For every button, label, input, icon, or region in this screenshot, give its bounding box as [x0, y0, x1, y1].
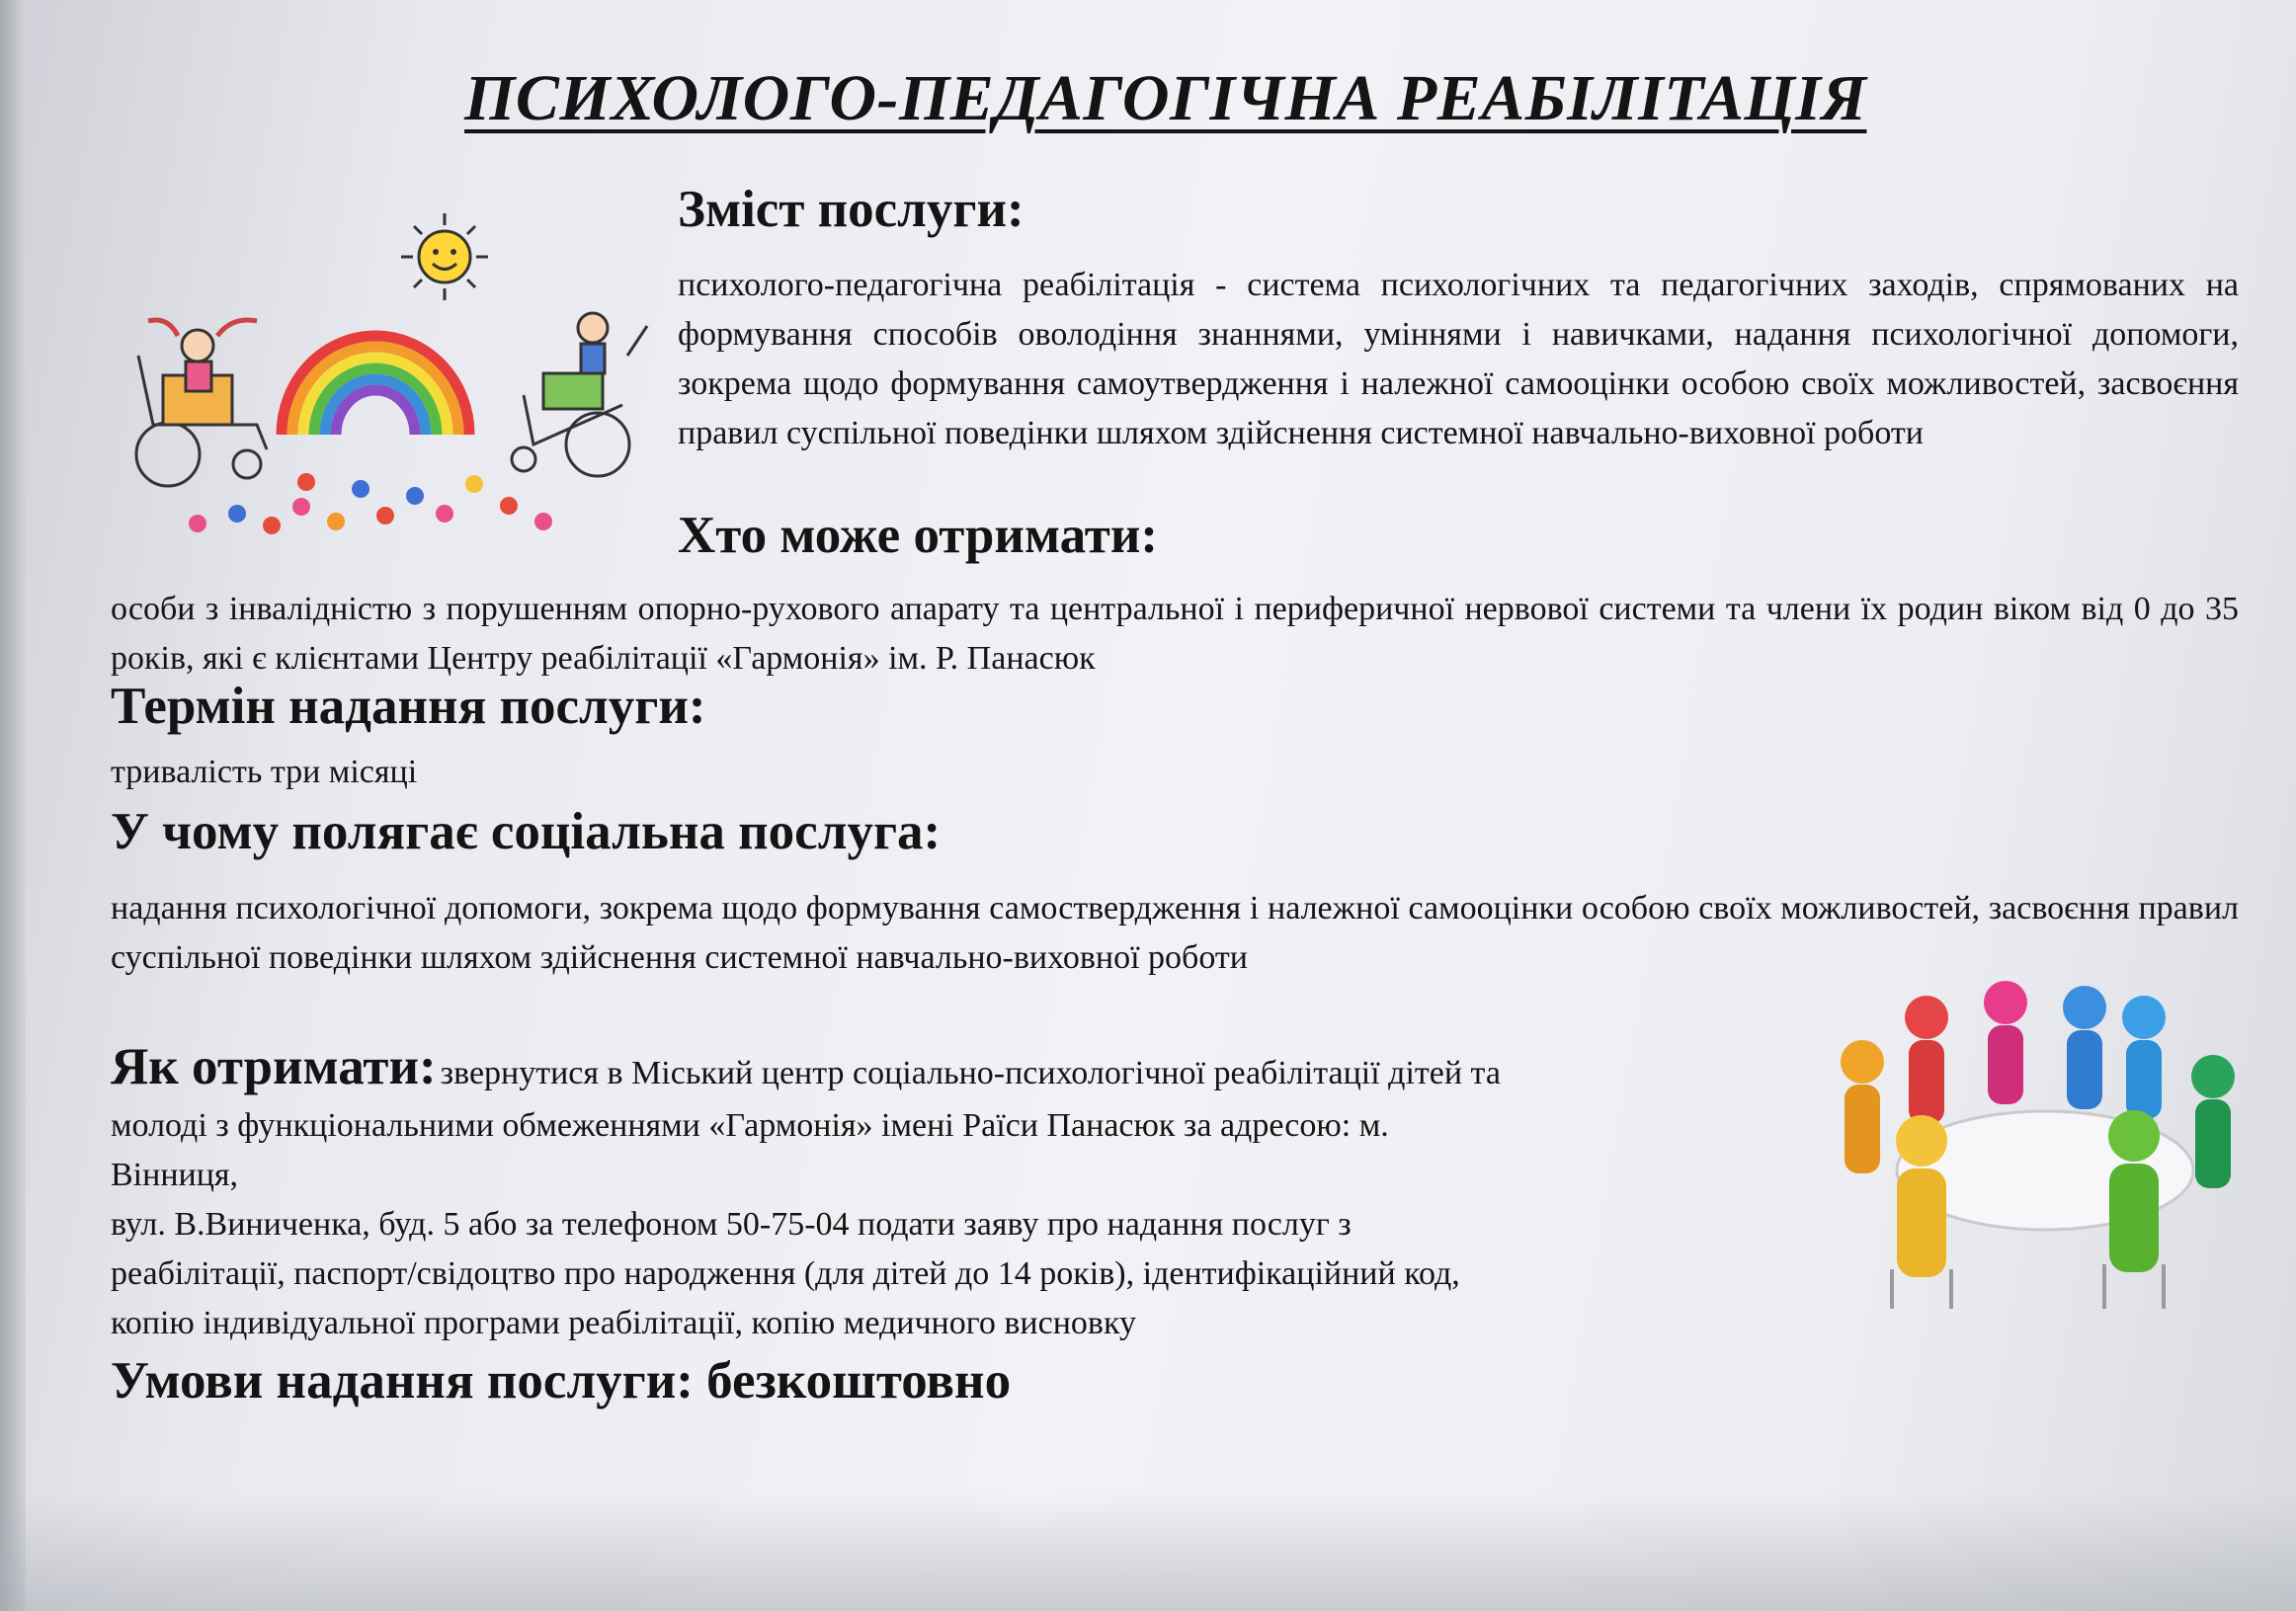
- people-round-table-illustration: [1818, 973, 2253, 1324]
- wheelchair-girl-icon: [136, 320, 267, 486]
- term-text: тривалість три місяці: [111, 754, 418, 790]
- how-line: вул. В.Виниченка, буд. 5 або за телефоном 50-75-04 подати заяву про надання послуг з: [111, 1206, 1352, 1243]
- how-line: молоді з функціональними обмеженнями «Гармонія» імені Раїси Панасюк за адресою: м.: [111, 1107, 1389, 1144]
- wheelchair-boy-icon: [512, 313, 647, 476]
- who-text: особи з інвалідністю з порушенням опорно-рухового апарату та центральної і периферичної нервової системи та члени їх родин віком від 0 до 35 років, які є клієнтами Центру реабілітації «Гармонія» ім. Р. Панасюк: [111, 591, 2239, 677]
- term-heading: Термін надання послуги:: [111, 678, 706, 735]
- how-first-line: [111, 1037, 1849, 1096]
- paper-shadow: [0, 1492, 2296, 1611]
- flowers-icon: [189, 473, 552, 534]
- children-wheelchairs-rainbow-illustration: [109, 207, 662, 543]
- how-inline-text: звернутися в Міський центр соціально-психологічної реабілітації дітей та: [440, 1055, 1501, 1091]
- paper-edge: [0, 0, 26, 1611]
- who-heading: Хто може отримати:: [678, 507, 1159, 564]
- rainbow-icon: [282, 336, 469, 435]
- how-text: [111, 1101, 1810, 1348]
- how-line: Вінниця,: [111, 1157, 239, 1193]
- page-title: ПСИХОЛОГО-ПЕДАГОГІЧНА РЕАБІЛІТАЦІЯ: [464, 62, 1867, 134]
- how-heading: Як отримати:: [111, 1038, 437, 1095]
- essence-text: [111, 884, 2239, 983]
- how-line: копію індивідуальної програми реабілітації, копію медичного висновку: [111, 1305, 1136, 1341]
- how-line: реабілітації, паспорт/свідоцтво про народження (для дітей до 14 років), ідентифікаційний код,: [111, 1255, 1460, 1292]
- essence-heading: У чому полягає соціальна послуга:: [111, 803, 942, 860]
- sun-icon: [401, 213, 488, 300]
- content-text: психолого-педагогічна реабілітація - система психологічних та педагогічних заходів, спрямованих на формування способів оволодіння знаннями, уміннями і навичками, надання психологічної допомоги, зокрема щодо формування самоутвердження і належної самооцінки особою своїх можливостей, засвоєння правил суспільної поведінки шляхом здійснення системної навчально-виховної роботи: [678, 267, 2239, 451]
- content-heading: Зміст послуги:: [678, 181, 1025, 238]
- essence-text-body: надання психологічної допомоги, зокрема щодо формування самоствердження і належної самооцінки особою своїх можливостей, засвоєння правил суспільної поведінки шляхом здійснення системної навчально-виховної роботи: [111, 890, 2239, 976]
- conditions-heading: Умови надання послуги: безкоштовно: [111, 1352, 1012, 1410]
